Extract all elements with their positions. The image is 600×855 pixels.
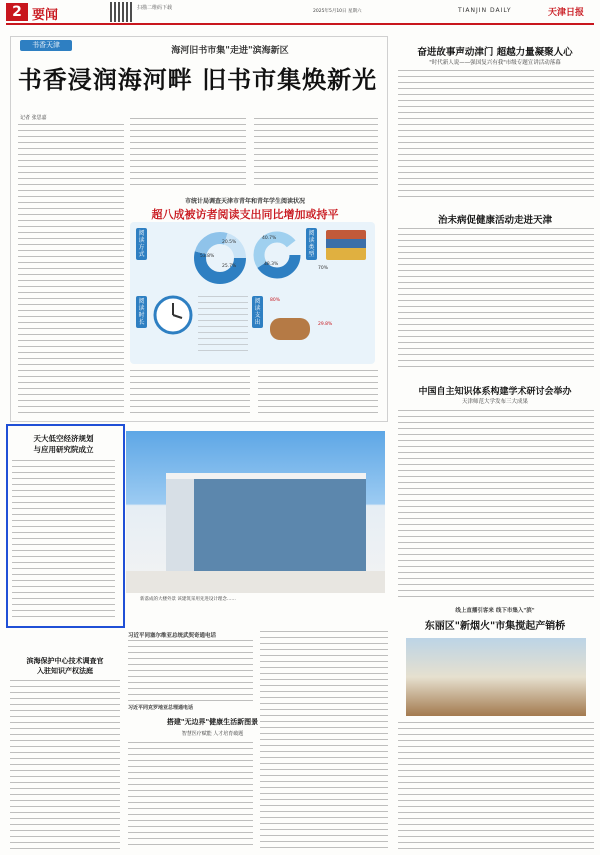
- right-body-1: [398, 70, 594, 202]
- survey-title: 超八成被访者阅读支出同比增加或持平: [151, 208, 339, 221]
- middle-subhead: 智慧医疗赋能 人才培育破题: [181, 731, 244, 737]
- coins-image: [270, 318, 310, 340]
- main-headline: 书香浸润海河畔 旧书市集焕新光: [17, 65, 378, 94]
- date-line: 2025年5月10日 星期六: [313, 9, 362, 14]
- masthead-logo: 天津日报: [548, 8, 585, 18]
- qr-caption: 扫描二维码下载: [137, 5, 173, 11]
- middle-body: [128, 742, 253, 850]
- photo-caption: 新落成的大楼外景 该建筑采用先进设计理念……: [140, 597, 236, 602]
- left-bottom-headline: [10, 656, 120, 676]
- right-headline-2: 治未病促健康活动走进天津: [437, 215, 552, 226]
- brand-text: TIANJIN DAILY: [458, 7, 512, 14]
- reading-time-text: [198, 296, 248, 352]
- right-headline-1: 奋进故事声动津门 超越力量凝聚人心: [417, 47, 573, 58]
- main-body-col-5: [258, 370, 378, 414]
- main-byline: 记者 张思嘉: [20, 115, 47, 121]
- reading-type-donut: [252, 230, 302, 280]
- clock-icon: [152, 294, 194, 336]
- right-body-2: [398, 228, 594, 368]
- label-reading-mode: 阅读方式: [136, 228, 147, 260]
- middle-brief-1-head: 习近平同塞尔维亚总统武契奇通电话: [128, 633, 217, 639]
- header-rule: [6, 23, 594, 25]
- left-bottom-headline-line-1: 滨海保护中心技术调查官: [26, 657, 104, 665]
- right-kicker-4: 线上直播引客来 线下市集入"滨": [455, 608, 535, 614]
- pct-2: 25.7%: [222, 264, 237, 269]
- right-body-3: [398, 410, 594, 602]
- right-body-4: [398, 722, 594, 850]
- right-subhead-3: 天津师范大学发布三大成果: [461, 399, 528, 405]
- right-headline-3: 中国自主知识体系构建学术研讨会举办: [418, 387, 572, 397]
- box-headline-line-2: 与应用研究院成立: [33, 445, 94, 454]
- label-reading-spend: 阅读支出: [252, 296, 263, 328]
- plaza: [126, 571, 385, 593]
- left-bottom-body: [10, 680, 120, 850]
- middle-headline: 搭建"无边界"健康生活新图景: [166, 718, 259, 726]
- right-subhead-1: "时代新人说——强国复兴有我"市级专题宣讲活动落幕: [429, 60, 561, 66]
- qr-code-icon: [110, 2, 132, 22]
- label-reading-time: 阅读时长: [136, 296, 147, 328]
- middle-brief-1-body: [128, 640, 253, 702]
- pct-6: 70%: [318, 266, 329, 271]
- market-photo: [406, 638, 586, 716]
- page-number: 2: [6, 3, 28, 21]
- main-body-col-3: [254, 118, 378, 190]
- center-right-body: [260, 631, 388, 850]
- pct-5: 48.3%: [264, 262, 279, 267]
- pct-3: 20.5%: [222, 240, 237, 245]
- main-body-col-2: [130, 118, 246, 190]
- left-bottom-headline-line-2: 入驻知识产权法庭: [37, 667, 93, 675]
- box-headline: [10, 433, 117, 455]
- middle-brief-2-head: 习近平同克罗地亚总理通电话: [128, 705, 194, 711]
- building-photo: [126, 431, 385, 593]
- pct-8: 29.8%: [318, 322, 333, 327]
- building-facade: [166, 473, 366, 584]
- label-reading-type: 阅读类型: [306, 228, 317, 260]
- main-kicker: 海河旧书市集"走进"滨海新区: [171, 46, 289, 56]
- box-headline-line-1: 天大低空经济规划: [33, 434, 94, 443]
- box-body: [12, 460, 115, 620]
- column-tag: 书香天津: [20, 40, 72, 51]
- pct-7: 80%: [270, 298, 281, 303]
- right-headline-4: 东丽区"新烟火"市集搅起产销桥: [424, 621, 566, 632]
- books-image: [326, 230, 366, 260]
- survey-infographic: [130, 222, 375, 364]
- survey-kicker: 市统计局调查天津市青年和青年学生阅读状况: [184, 198, 305, 205]
- pct-4: 40.7%: [262, 236, 277, 241]
- main-body-col-4: [130, 370, 250, 414]
- pct-1: 53.8%: [200, 254, 215, 259]
- main-body-col-1: [18, 124, 124, 414]
- section-name: 要闻: [32, 8, 59, 23]
